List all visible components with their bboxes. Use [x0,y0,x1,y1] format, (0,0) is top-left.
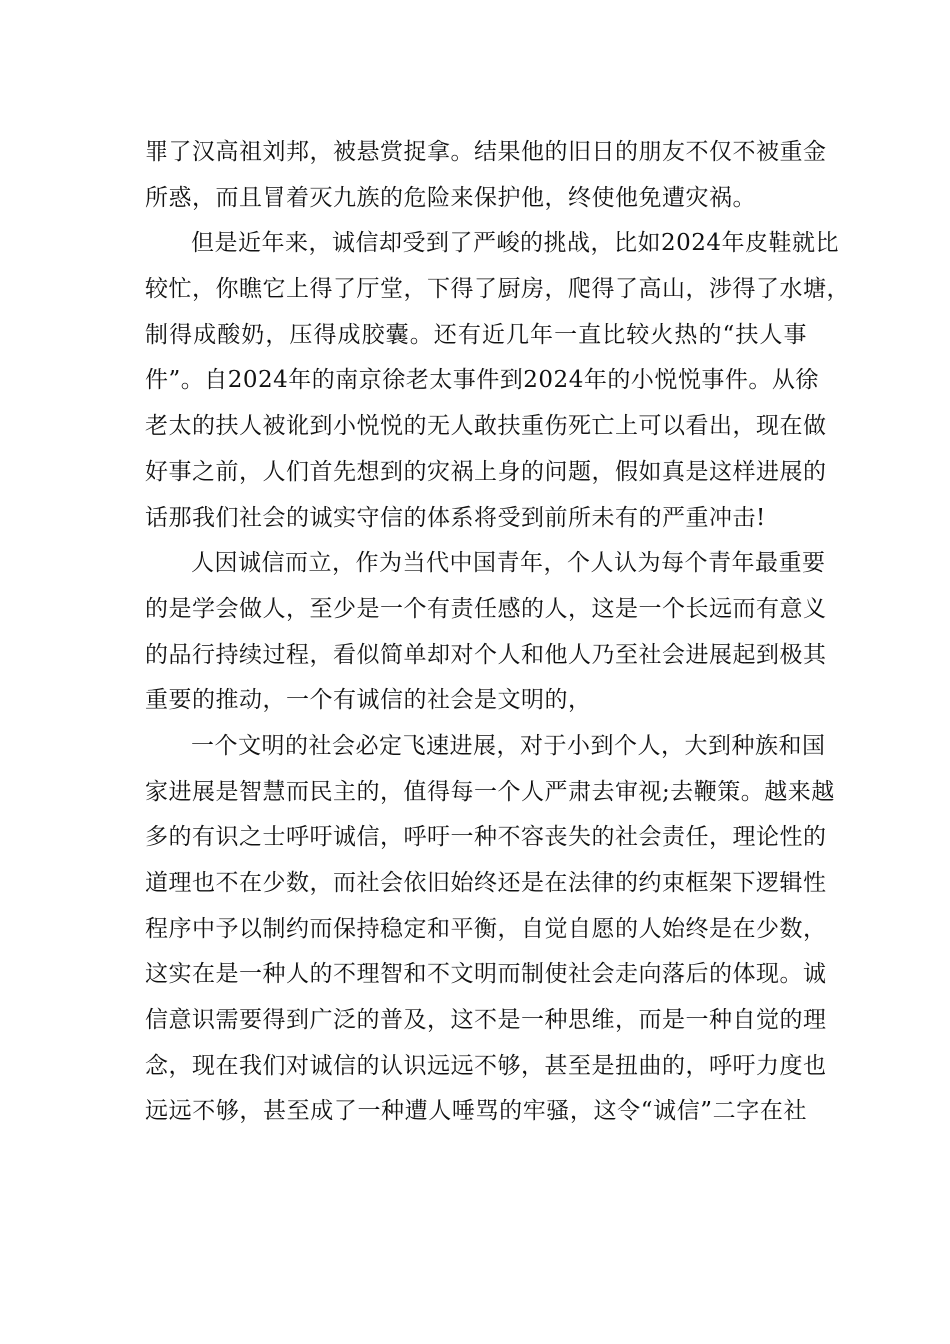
text-line: 人因诚信而立，作为当代中国青年，个人认为每个青年最重要 [191,550,826,577]
text-line: 的品行持续过程，看似简单却对个人和他人乃至社会进展起到极其 [145,641,827,668]
paragraph-2 [145,221,850,541]
text-line: 程序中予以制约而保持稳定和平衡，自觉自愿的人始终是在少数， [145,915,827,942]
text-line: 制得成酸奶，压得成胶囊。还有近几年一直比较火热的“扶人事 [145,321,807,348]
text-line: 重要的推动，一个有诚信的社会是文明的， [145,687,592,714]
text-line: 较忙，你瞧它上得了厅堂，下得了厨房，爬得了高山，涉得了水塘， [145,276,850,303]
text-line: 念，现在我们对诚信的认识远远不够，甚至是扭曲的，呼吁力度也 [145,1052,827,1079]
document-body [145,130,850,1135]
text-line: 一个文明的社会必定飞速进展，对于小到个人，大到种族和国 [191,732,826,759]
text-line: 的是学会做人，至少是一个有责任感的人，这是一个长远而有意义 [145,595,827,622]
text-line: 但是近年来，诚信却受到了严峻的挑战，比如2024年皮鞋就比 [191,230,840,257]
text-line: 这实在是一种人的不理智和不文明而制使社会走向落后的体现。诚 [145,961,827,988]
text-line: 信意识需要得到广泛的普及，这不是一种思维，而是一种自觉的理 [145,1007,827,1034]
paragraph-4 [145,724,835,1135]
text-line: 远远不够，甚至成了一种遭人唾骂的牢骚，这令“诚信”二字在社 [145,1098,807,1125]
text-line: 家进展是智慧而民主的，值得每一个人严肃去审视;去鞭策。越来越 [145,778,835,805]
text-line: 件”。自2024年的南京徐老太事件到2024年的小悦悦事件。从徐 [145,367,819,394]
paragraph-3 [145,541,827,724]
text-line: 老太的扶人被讹到小悦悦的无人敢扶重伤死亡上可以看出，现在做 [145,413,827,440]
text-line: 罪了汉高祖刘邦，被悬赏捉拿。结果他的旧日的朋友不仅不被重金 [145,139,827,165]
paragraph-1 [145,130,827,221]
text-line: 多的有识之士呼吁诚信，呼吁一种不容丧失的社会责任，理论性的 [145,824,827,851]
text-line: 道理也不在少数，而社会依旧始终还是在法律的约束框架下逻辑性 [145,870,827,896]
text-line: 所惑，而且冒着灭九族的危险来保护他，终使他免遭灾祸。 [145,184,756,211]
text-line: 话那我们社会的诚实守信的体系将受到前所未有的严重冲击! [145,504,766,531]
text-line: 好事之前，人们首先想到的灾祸上身的问题，假如真是这样进展的 [145,458,827,485]
